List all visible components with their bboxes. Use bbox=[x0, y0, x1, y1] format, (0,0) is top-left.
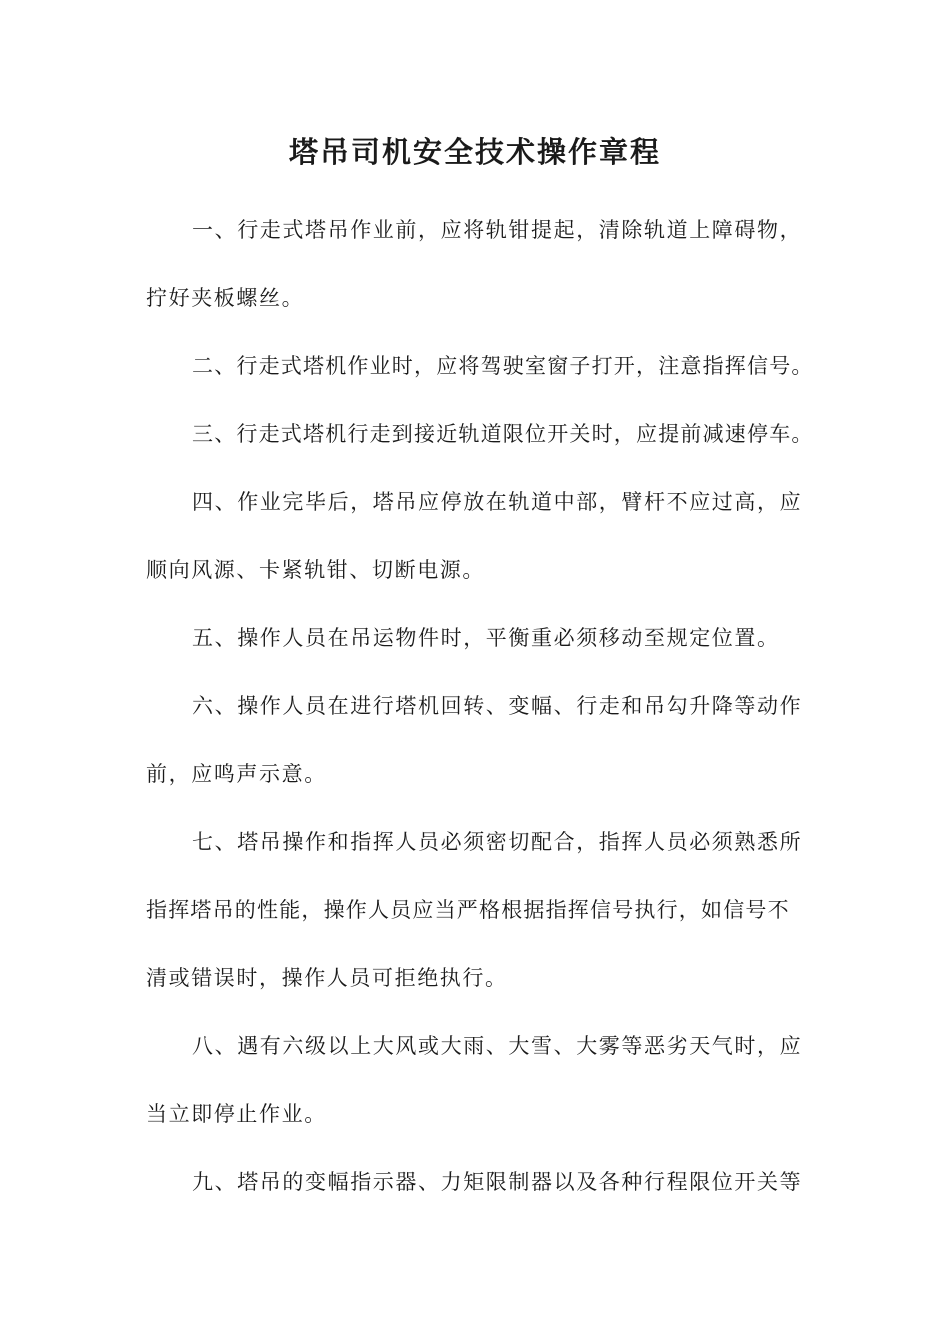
paragraph-8 bbox=[146, 1012, 810, 1148]
paragraph-6 bbox=[146, 672, 810, 808]
paragraph-line: 六、操作人员在进行塔机回转、变幅、行走和吊勾升降等动作 bbox=[192, 694, 803, 718]
paragraph-4 bbox=[146, 468, 810, 604]
paragraph-line: 三、行走式塔机行走到接近轨道限位开关时，应提前减速停车。 bbox=[192, 422, 814, 446]
paragraph-line: 五、操作人员在吊运物件时，平衡重必须移动至规定位置。 bbox=[192, 626, 780, 650]
paragraph-line: 一、行走式塔吊作业前，应将轨钳提起，清除轨道上障碍物， bbox=[192, 218, 803, 242]
paragraph-line: 清或错误时，操作人员可拒绝执行。 bbox=[146, 966, 508, 990]
paragraph-2 bbox=[146, 332, 814, 400]
paragraph-line: 拧好夹板螺丝。 bbox=[146, 286, 305, 310]
paragraph-line: 二、行走式塔机作业时，应将驾驶室窗子打开，注意指挥信号。 bbox=[192, 354, 814, 378]
paragraph-line: 七、塔吊操作和指挥人员必须密切配合，指挥人员必须熟悉所 bbox=[192, 830, 803, 854]
paragraph-line: 八、遇有六级以上大风或大雨、大雪、大雾等恶劣天气时，应 bbox=[192, 1034, 803, 1058]
paragraph-line: 顺向风源、卡紧轨钳、切断电源。 bbox=[146, 558, 485, 582]
paragraph-line: 前，应鸣声示意。 bbox=[146, 762, 327, 786]
document-title: 塔吊司机安全技术操作章程 bbox=[288, 135, 661, 169]
paragraph-1 bbox=[146, 196, 810, 332]
paragraph-7 bbox=[146, 808, 810, 1012]
paragraph-5 bbox=[146, 604, 810, 672]
document-body bbox=[146, 196, 814, 1216]
paragraph-line: 四、作业完毕后，塔吊应停放在轨道中部，臂杆不应过高，应 bbox=[192, 490, 803, 514]
paragraph-line: 当立即停止作业。 bbox=[146, 1102, 327, 1126]
paragraph-line: 九、塔吊的变幅指示器、力矩限制器以及各种行程限位开关等 bbox=[192, 1170, 803, 1194]
paragraph-line: 指挥塔吊的性能，操作人员应当严格根据指挥信号执行，如信号不 bbox=[146, 898, 790, 922]
paragraph-3 bbox=[146, 400, 814, 468]
paragraph-9 bbox=[146, 1148, 810, 1216]
